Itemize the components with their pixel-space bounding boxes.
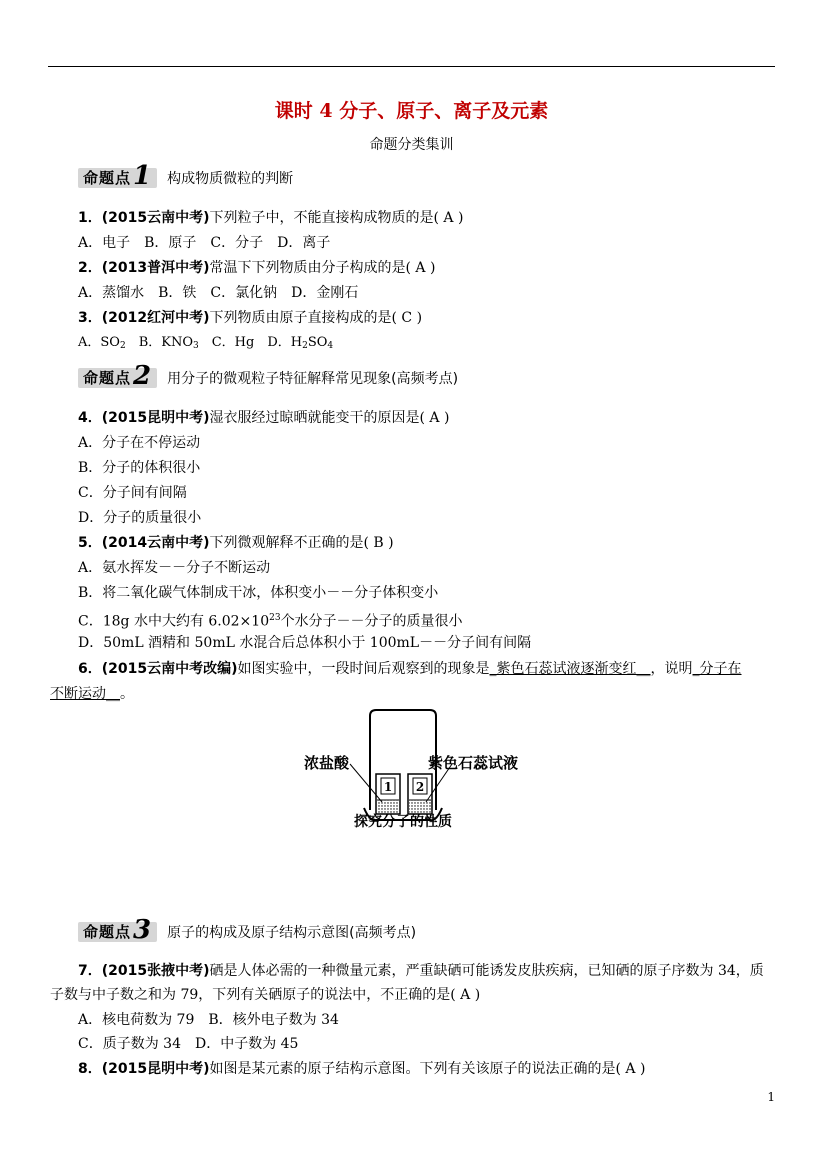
section-title: 用分子的微观粒子特征解释常见现象(高频考点) [167, 371, 459, 387]
question-8 [78, 1060, 645, 1078]
question-7 [78, 962, 764, 980]
question-5 [78, 534, 394, 552]
option-text: C．18g 水中大约有 6.02×10 [78, 613, 270, 630]
hydrochloric-acid-label: 浓盐酸 [304, 754, 350, 772]
badge-text: 命题点 [83, 923, 132, 941]
question-5-option-c [78, 609, 463, 631]
section-badge-3 [78, 915, 417, 945]
question-source: (2015昆明中考) [101, 410, 210, 426]
section-badge-1 [78, 161, 294, 191]
section-badge-2 [78, 361, 459, 391]
page-title: 课时 4 分子、原子、离子及元素 [274, 100, 549, 122]
question-2-options: A．蒸馏水 B．铁 C．氯化钠 D．金刚石 [78, 285, 359, 301]
section-title: 构成物质微粒的判断 [167, 171, 294, 187]
badge-number: 2 [133, 361, 152, 391]
option-a: A．SO [78, 335, 120, 350]
option-d: SO [307, 335, 328, 350]
question-number: 7． [78, 963, 102, 979]
answer-blank: 不断运动__ [50, 686, 120, 702]
superscript: 23 [269, 613, 281, 623]
subscript: 4 [327, 341, 334, 351]
question-4-option-c: C．分子间有间隔 [78, 485, 187, 501]
question-number: 2． [78, 260, 102, 276]
option-c-d: C．Hg D．H [198, 335, 303, 350]
question-source: (2013普洱中考) [101, 260, 210, 276]
answer-blank: _分子在 [692, 661, 742, 677]
badge-label-box [78, 361, 157, 391]
beaker-2-liquid-fill [409, 800, 431, 813]
question-5-option-b: B．将二氧化碳气体制成干冰，体积变小－－分子体积变小 [78, 585, 439, 601]
question-7-continued: 子数与中子数之和为 79，下列有关硒原子的说法中，不正确的是( A ) [50, 987, 481, 1003]
badge-label-box [78, 161, 157, 191]
question-source: (2012红河中考) [101, 310, 210, 326]
question-number: 6． [78, 661, 102, 677]
question-number: 4． [78, 410, 102, 426]
question-text: ，说明 [650, 661, 693, 677]
question-5-option-a: A．氨水挥发－－分子不断运动 [78, 560, 271, 576]
question-number: 1． [78, 210, 102, 226]
section-title: 原子的构成及原子结构示意图(高频考点) [167, 925, 417, 941]
question-4-option-a: A．分子在不停运动 [78, 435, 201, 451]
question-4-option-d: D．分子的质量很小 [78, 510, 202, 526]
question-stem: 下列粒子中，不能直接构成物质的是( A ) [209, 210, 464, 226]
subscript: 2 [119, 341, 126, 351]
badge-label-box [78, 915, 157, 945]
badge-number: 3 [133, 915, 152, 945]
option-text: 个水分子－－分子的质量很小 [280, 613, 463, 630]
question-1 [78, 209, 463, 227]
subscript: 3 [193, 341, 199, 351]
question-source: (2015云南中考) [101, 210, 210, 226]
question-stem: 湿衣服经过晾晒就能变干的原因是( A ) [209, 410, 450, 426]
question-stem: 下列微观解释不正确的是( B ) [209, 535, 394, 551]
question-stem: 下列物质由原子直接构成的是( C ) [209, 310, 423, 326]
question-source: (2015云南中考改编) [101, 661, 238, 677]
question-5-option-d: D．50mL 酒精和 50mL 水混合后总体积小于 100mL－－分子间有间隔 [78, 635, 532, 651]
subscript: 2 [302, 341, 308, 351]
page-number: 1 [767, 1090, 775, 1104]
figure-caption: 探究分子的性质 [354, 814, 452, 830]
question-stem: 如图实验中，一段时间后观察到的现象是 [237, 661, 490, 677]
page-subtitle: 命题分类集训 [369, 137, 454, 153]
question-source: (2015昆明中考) [101, 1061, 210, 1077]
question-text: 。 [120, 686, 134, 702]
question-stem: 硒是人体必需的一种微量元素，严重缺硒可能诱发皮肤疾病，已知硒的原子序数为 34，质 [209, 963, 764, 979]
question-6-continued [50, 685, 134, 703]
question-6 [78, 660, 742, 678]
question-stem: 如图是某元素的原子结构示意图。下列有关该原子的说法正确的是( A ) [209, 1061, 646, 1077]
question-4-option-b: B．分子的体积很小 [78, 460, 201, 476]
question-number: 5． [78, 535, 102, 551]
beaker-2-number: 2 [415, 780, 425, 794]
question-7-options-cd: C．质子数为 34 D．中子数为 45 [78, 1036, 299, 1052]
litmus-label: 紫色石蕊试液 [428, 754, 519, 772]
question-3-options [78, 334, 333, 355]
badge-number: 1 [133, 161, 152, 191]
question-stem: 常温下下列物质由分子构成的是( A ) [209, 260, 436, 276]
question-2 [78, 259, 435, 277]
experiment-figure [300, 706, 550, 830]
badge-text: 命题点 [83, 169, 132, 187]
question-1-options: A．电子 B．原子 C．分子 D．离子 [78, 235, 331, 251]
question-7-options-ab: A．核电荷数为 79 B．核外电子数为 34 [78, 1012, 339, 1028]
question-number: 3． [78, 310, 102, 326]
badge-text: 命题点 [83, 369, 132, 387]
question-source: (2015张掖中考) [101, 963, 210, 979]
question-source: (2014云南中考) [101, 535, 210, 551]
option-b: B．KNO [125, 335, 193, 350]
answer-blank: _紫色石蕊试液逐渐变红__ [489, 661, 651, 677]
header-rule [48, 66, 775, 67]
question-4 [78, 409, 449, 427]
beaker-1-liquid-fill [377, 800, 399, 813]
question-number: 8． [78, 1061, 102, 1077]
beaker-1-number: 1 [383, 780, 393, 794]
question-3 [78, 309, 422, 327]
